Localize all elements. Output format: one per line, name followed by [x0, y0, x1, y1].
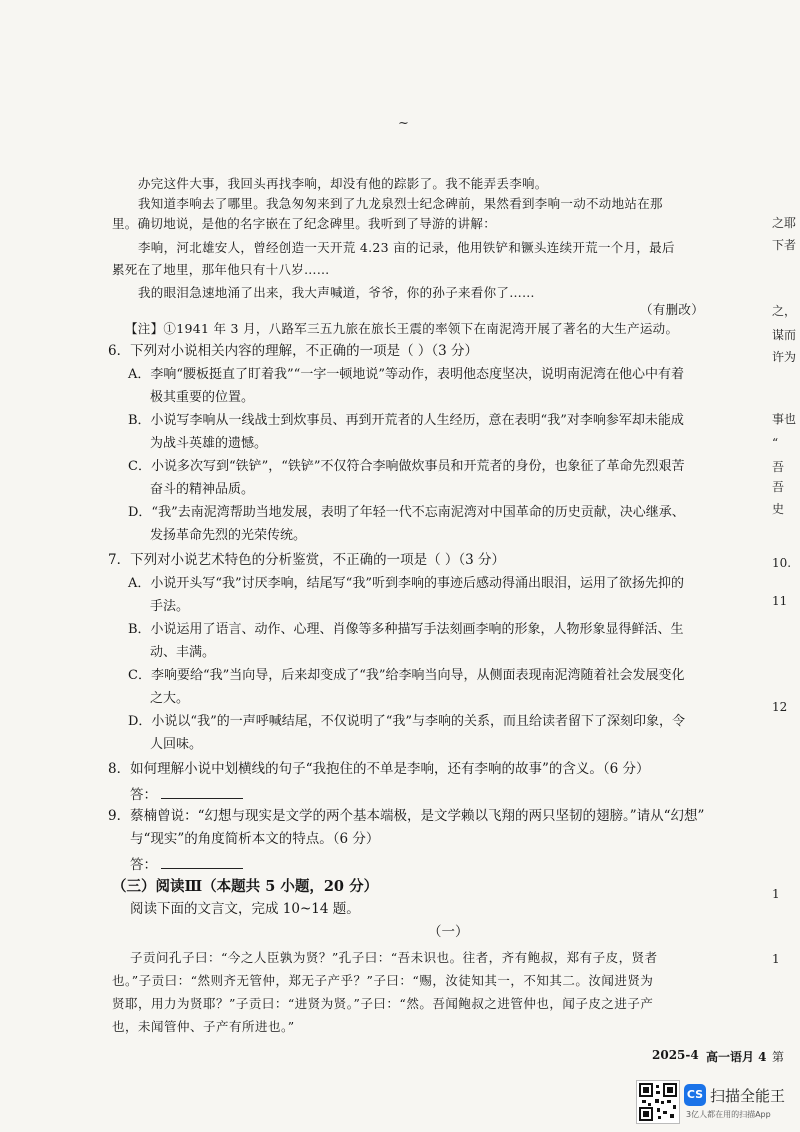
margin-fragment-3: 之， [772, 304, 797, 318]
camscanner-tagline: 3亿人都在用的扫描App [686, 1110, 771, 1119]
margin-fragment-8: 吾 [772, 460, 785, 474]
q7-option-c-cont: 之大。 [150, 691, 190, 706]
top-mark: ~ [398, 116, 409, 131]
q6-option-b: B．小说写李响从一线战士到炊事员、再到开荒者的人生经历，意在表明“我”对李响参军却未能成 [128, 413, 684, 428]
story-line-1: 办完这件大事，我回头再找李响，却没有他的踪影了。我不能弄丢李响。 [138, 176, 548, 191]
q6-stem: 6．下列对小说相关内容的理解，不正确的一项是（ ）（3 分） [108, 343, 479, 359]
q7-option-d: D．小说以“我”的一声呼喊结尾，不仅说明了“我”与李响的关系，而且给读者留下了深刻印象，令 [128, 714, 686, 729]
margin-fragment-16: 第 [772, 1050, 785, 1064]
margin-fragment-6: 事也 [772, 412, 797, 426]
q8-answer-label: 答： [130, 787, 157, 803]
q9-answer [130, 856, 243, 873]
q9-answer-label: 答： [130, 857, 157, 873]
q9-answer-blank[interactable] [161, 856, 243, 869]
q7-option-d-cont: 人回味。 [150, 737, 203, 752]
q6-option-d: D．“我”去南泥湾帮助当地发展，表明了年轻一代不忘南泥湾对中国革命的历史贡献，决心继承、 [128, 505, 685, 520]
q9-stem: 9．蔡楠曾说：“幻想与现实是文学的两个基本端极，是文学赖以飞翔的两只坚韧的翅膀。”请从“幻想” [108, 808, 705, 824]
q6-option-b-cont: 为战斗英雄的遗憾。 [150, 436, 268, 451]
margin-fragment-11: 10. [772, 556, 792, 570]
margin-fragment-12: 11 [772, 594, 788, 608]
scanner-watermark [636, 1080, 796, 1124]
story-line-5: 累死在了地里，那年他只有十八岁…… [112, 262, 330, 277]
camscanner-brand: 扫描全能王 [710, 1087, 786, 1105]
q9-stem-cont: 与“现实”的角度简析本文的特点。（6 分） [130, 831, 380, 847]
q6-option-d-cont: 发扬革命先烈的光荣传统。 [150, 528, 307, 543]
classical-text-line-3: 贤耶，用力为贤耶？”子贡曰：“进贤为贤。”子曰：“然。吾闻鲍叔之进管仲也，闻子皮之进子产 [112, 996, 654, 1011]
q7-option-b-cont: 动、丰满。 [150, 645, 216, 660]
margin-fragment-15: 1 [772, 952, 780, 966]
q7-stem: 7．下列对小说艺术特色的分析鉴赏，不正确的一项是（ ）（3 分） [108, 552, 506, 568]
classical-text-line-1: 子贡问孔子曰：“今之人臣孰为贤？”孔子曰：“吾未识也。往者，齐有鲍叔，郑有子皮，贤者 [130, 950, 658, 965]
q6-option-a: A．李响“腰板挺直了盯着我”“一字一顿地说”等动作，表明他态度坚决，说明南泥湾在他心中有着 [128, 367, 684, 382]
classical-text-line-4: 也，未闻管仲、子产有所进也。” [112, 1019, 295, 1034]
q8-answer-blank[interactable] [161, 786, 243, 799]
story-line-4: 李响，河北雄安人，曾经创造一天开荒 4.23 亩的记录，他用铁铲和镢头连续开荒一个月，最后 [138, 240, 675, 255]
q7-option-c: C．李响要给“我”当向导，后来却变成了“我”给李响当向导，从侧面表现南泥湾随着社会发展变化 [128, 668, 685, 683]
margin-fragment-4: 谋而 [772, 328, 797, 342]
margin-fragment-7: “ [772, 436, 779, 450]
story-line-3: 里。确切地说，是他的名字嵌在了纪念碑里。我听到了导游的讲解： [112, 216, 497, 231]
section3-part-label: （一） [428, 924, 469, 940]
margin-fragment-13: 12 [772, 700, 788, 714]
footer-date: 2025-4 [652, 1048, 699, 1062]
section3-title: （三）阅读Ⅲ（本题共 5 小题，20 分） [112, 878, 379, 895]
qr-code-icon [636, 1080, 680, 1124]
story-line-6: 我的眼泪急速地涌了出来，我大声喊道，爷爷，你的孙子来看你了…… [138, 285, 535, 300]
margin-fragment-10: 史 [772, 502, 785, 516]
classical-text-line-2: 也。”子贡曰：“然则齐无管仲，郑无子产乎？”子曰：“赐，汝徒知其一，不知其二。汝闻进贤为 [112, 973, 654, 988]
camscanner-logo-icon: CS [684, 1084, 706, 1106]
margin-fragment-1: 之耶 [772, 216, 797, 230]
q7-option-a: A．小说开头写“我”讨厌李响，结尾写“我”听到李响的事迹后感动得涌出眼泪，运用了欲扬先抑的 [128, 576, 684, 591]
q7-option-a-cont: 手法。 [150, 599, 190, 614]
q6-option-c: C．小说多次写到“铁铲”，“铁铲”不仅符合李响做炊事员和开荒者的身份，也象征了革命先烈艰苦 [128, 459, 685, 474]
q6-option-a-cont: 极其重要的位置。 [150, 390, 255, 405]
q6-option-c-cont: 奋斗的精神品质。 [150, 482, 255, 497]
margin-fragment-9: 吾 [772, 480, 785, 494]
footnote: 【注】①1941 年 3 月，八路军三五九旅在旅长王震的率领下在南泥湾开展了著名的大生产运动。 [125, 321, 679, 336]
margin-fragment-5: 许为 [772, 350, 797, 364]
story-line-2: 我知道李响去了哪里。我急匆匆来到了九龙泉烈士纪念碑前，果然看到李响一动不动地站在那 [138, 196, 663, 211]
margin-fragment-14: 1 [772, 887, 780, 901]
q7-option-b: B．小说运用了语言、动作、心理、肖像等多种描写手法刻画李响的形象，人物形象显得鲜活、生 [128, 622, 684, 637]
source-note: （有删改） [640, 302, 705, 317]
footer-title: 高一语月 4 [706, 1050, 767, 1064]
section3-instruction: 阅读下面的文言文，完成 10~14 题。 [130, 901, 360, 917]
margin-fragment-2: 下者 [772, 238, 797, 252]
q8-answer [130, 786, 243, 803]
q8-stem: 8．如何理解小说中划横线的句子“我抱住的不单是李响，还有李响的故事”的含义。（6 分） [108, 761, 650, 777]
